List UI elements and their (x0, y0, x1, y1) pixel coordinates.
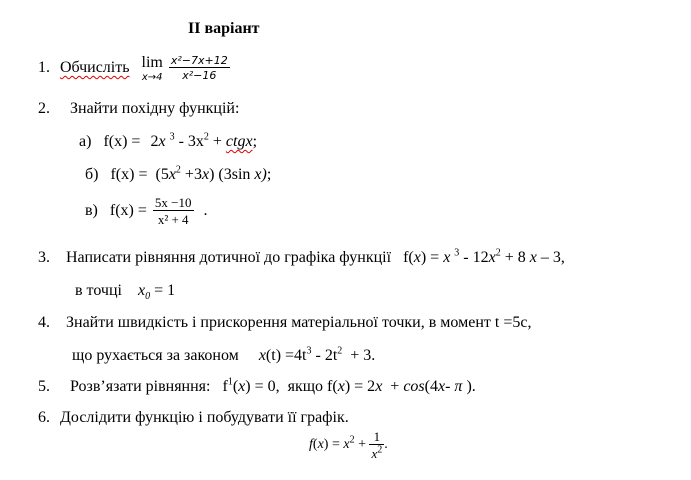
task-6-function: $f(x) = x^2$ + $\frac{1}{x^2}$ . (309, 429, 388, 461)
task-2a: а) f(x) = 2x $^3 - 3x^2$ + ctgx; (79, 131, 258, 150)
task-number: 1. (38, 58, 50, 76)
task-3: 3. Написати рівняння дотичної до графіка функції f(x) = x $^3 - 12x^2 + 8$ x – 3, (38, 247, 565, 266)
task-text: Обчисліть (60, 58, 130, 76)
task-2b: б) $f(x) = (5x^2 +3x)$ (3sin x); (85, 164, 272, 183)
task-text: Знайти похідну функцій: (70, 100, 240, 117)
limit-operator: lim x→4 (141, 54, 163, 83)
task-6: 6. Дослідити функцію і побудувати її графік. (38, 409, 349, 426)
task-number: 2. (38, 100, 50, 117)
task-2 (38, 101, 239, 117)
page-title: ІІ варіант (188, 20, 260, 37)
task-3-line2: в точці $x_0 = 1$ (75, 282, 176, 303)
task-4: 4. Знайти швидкість і прискорення матеріальної точки, в момент t =5с, (38, 314, 532, 331)
limit-fraction: $\frac{\text{x²−7x+12}}{\text{x²−16}}$ (170, 54, 228, 83)
task-5: 5. Розв’язати рівняння: $f^1(x) = 0$, якщо f(x) = 2x + cos(4x- π ). (38, 376, 476, 395)
task-1 (38, 54, 230, 83)
task-4-line2: що рухається за законом $x(t) =4t^3 - 2t^2 + 3$. (72, 345, 376, 364)
task-2c: в) f(x) = $\frac{5x -10}{\text{x² + 4}}$ . (85, 195, 208, 227)
